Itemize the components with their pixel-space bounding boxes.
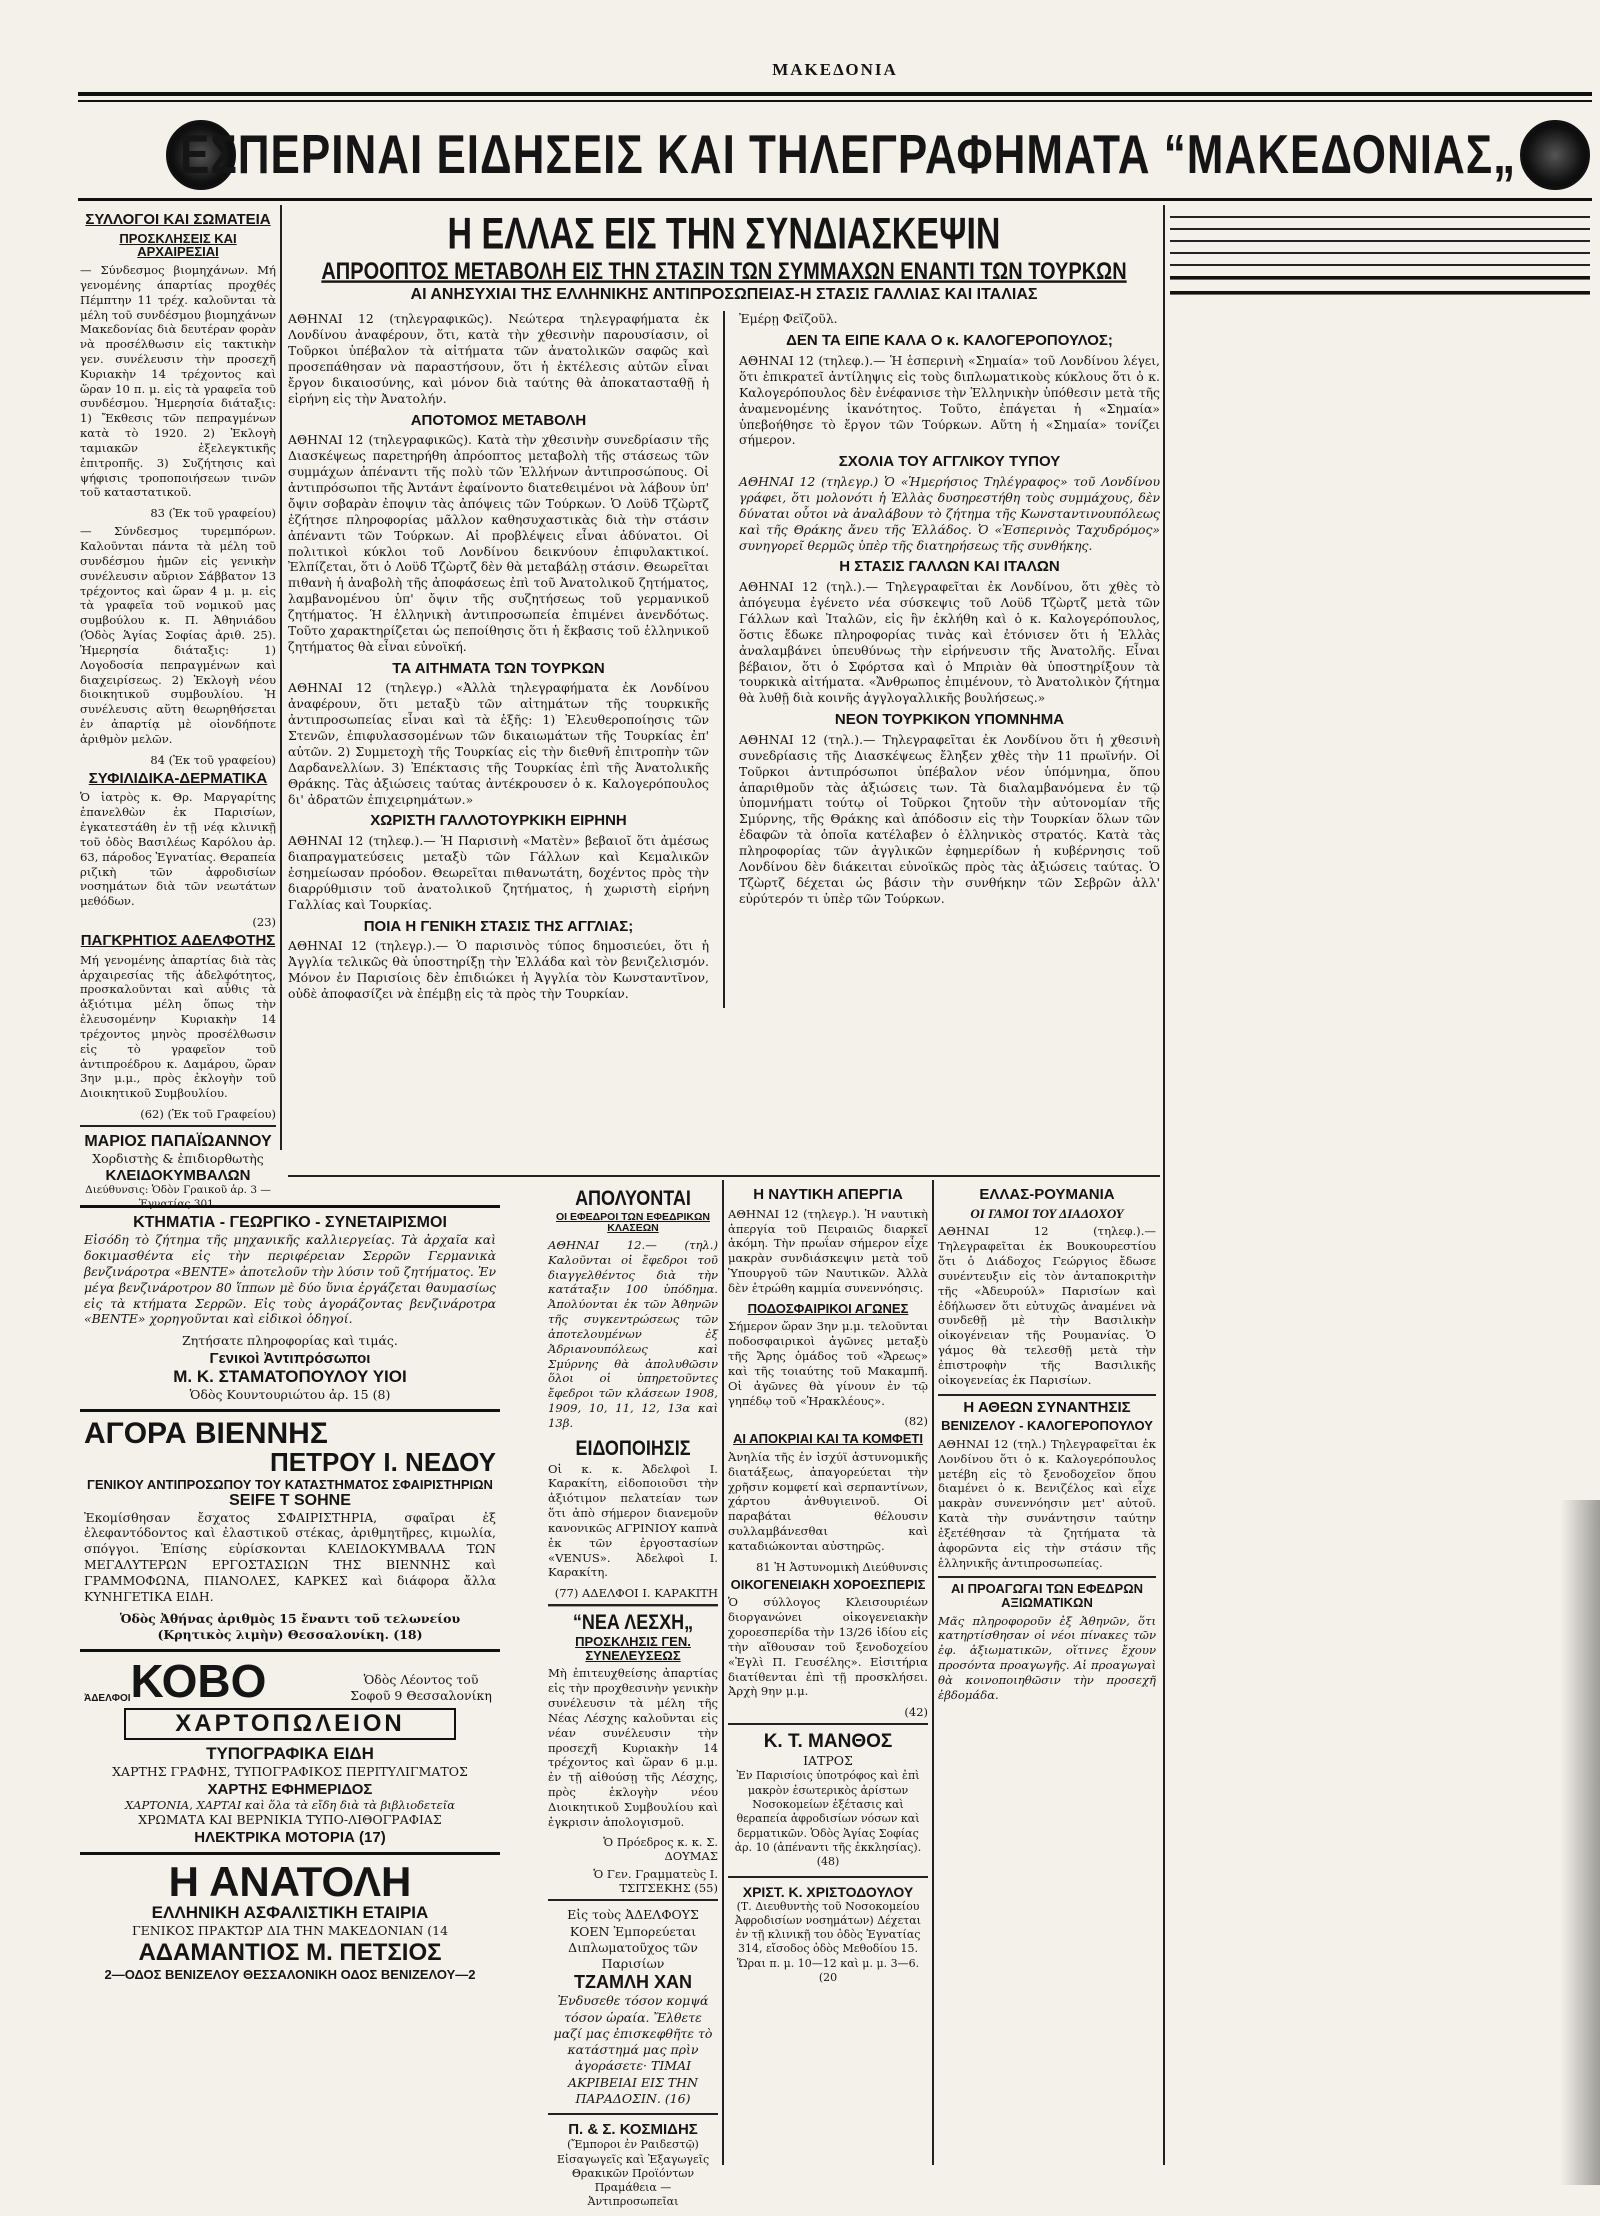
- ad-line: ΧΡΩΜΑΤΑ ΚΑΙ ΒΕΡΝΙΚΙΑ ΤΥΠΟ-ΛΙΘΟΓΡΑΦΙΑΣ: [138, 1812, 442, 1828]
- advertisement: [80, 1649, 500, 1851]
- ad-line: (Τ. Διευθυντὴς τοῦ Νοσοκομείου Ἀφροδισίων νοσημάτων) Δέχεται ἐν τῇ κλινικῇ του ὁδὸς Ἐγνατίας 314, εἴσοδος ὁδὸς Μεθοδίου 15. Ὥραι π. μ. 10—12 καὶ μ. μ. 3—6. (20: [735, 1899, 921, 1985]
- ad-line: 2—ΟΔΟΣ ΒΕΝΙΖΕΛΟΥ ΘΕΣΣΑΛΟΝΙΚΗ ΟΔΟΣ ΒΕΝΙΖΕΛΟΥ—2: [104, 1966, 476, 1982]
- section-subheading: ΠΡΟΣΚΛΗΣΕΙΣ ΚΑΙ ΑΡΧΑΙΡΕΣΙΑΙ: [119, 230, 237, 260]
- ad-line: ΙΑΤΡΟΣ: [803, 1753, 853, 1769]
- article-heading: ΧΩΡΙΣΤΗ ΓΑΛΛΟΤΟΥΡΚΙΚΗ ΕΙΡΗΝΗ: [370, 812, 627, 830]
- article-heading: Η ΑΘΕΩΝ ΣΥΝΑΝΤΗΣΙΣ: [938, 1394, 1156, 1416]
- article-heading: [1170, 228, 1590, 234]
- advertisement: [80, 1409, 500, 1650]
- article-text: Ὁ σύλλογος Κλεισουριέων διοργανώνει οἰκογενειακὴν χοροεσπερίδα τὴν 13/26 ἰδίου εἰς τὴν αἴθουσαν τοῦ ξενοδοχείου «Ἐγλὶ Π. Γευσέλης». Εἰσιτήρια διατίθενται ἐπὶ τῇ προσκλήσει. Ἀρχὴ 9ην μ.μ.: [728, 1595, 928, 1699]
- ad-line: ΗΛΕΚΤΡΙΚΑ ΜΟΤΟΡΙΑ (17): [194, 1828, 386, 1846]
- signature: Ὁ Πρόεδρος κ. κ. Σ. ΔΟΥΜΑΣ: [603, 1835, 718, 1864]
- article-text: ΑΘΗΝΑΙ 12.— (τηλ.) Καλοῦνται οἱ ἔφεδροι τοῦ διαγγελθέντος διὰ τὴν κατάταξιν 100 ὑπόδημα. Ἀπολύονται ἐκ τῶν Ἀθηνῶν τῆς συγκεντρώσεως τῶν ἀποτελουμένων ἐξ Ἀδριανουπόλεως καὶ Σμύρνης θὰ ἀπολυθῶσιν ὅλοι οἱ ὑπηρετοῦντες ἔφεδροι τῶν κλάσεων 1908, 1909, 10, 11, 12, 13α καὶ 13β.: [548, 1237, 718, 1430]
- ad-line: Ζητήσατε πληροφορίας καὶ τιμάς.: [182, 1333, 398, 1349]
- ad-line: ΓΕΝΙΚΟΣ ΠΡΑΚΤΩΡ ΔΙΑ ΤΗΝ ΜΑΚΕΔΟΝΙΑΝ (14: [131, 1922, 449, 1938]
- advertisement: [80, 1125, 276, 1218]
- article-heading: ΕΛΛΑΣ-ΡΟΥΜΑΝΙΑ: [979, 1186, 1115, 1203]
- ad-name: Η ΑΝΑΤΟΛΗ: [168, 1857, 412, 1905]
- article-text: — Σύνδεσμος βιομηχάνων. Μή γενομένης άπαρτίας προχθές Πέμπτην 11 τρέχ. καλοῦνται τὰ μέλη τοῦ συνδέσμου βιομηχάνων Μακεδονίας διὰ δευτέραν φορὰν νὰ προσέλθωσιν εἰς τακτικὴν γεν. συνέλευσιν τὴν προσεχῆ Κυριακὴν 14 τρέχοντος καὶ ὥραν 10 π. μ. εἰς τὰ γραφεῖα τοῦ συνδέσμου. Ἡμερησία διάταξις: 1) Ἔκθεσις τῶν πεπραγμένων κατὰ τὸ 1920. 2) Ἐκλογὴ ταμιακῶν ἐξελεγκτικῆς ἐπιτροπῆς. 3) Συζήτησις καὶ ψήφισις τροποποιήσεων τινῶν τοῦ καταστατικοῦ.: [80, 263, 276, 500]
- column-divider: [1163, 205, 1165, 2165]
- advertisement: [548, 2113, 718, 2215]
- ad-line: Διεύθυνσις: Ὁδὸν Γραικοῦ ἀρ. 3 — Ἐγνατίας 301.: [85, 1184, 271, 1210]
- section-divider: [288, 1175, 1160, 1177]
- signature: (77) ΑΔΕΛΦΟΙ Ι. ΚΑΡΑΚΙΤΗ: [554, 1586, 718, 1601]
- ad-line: Ὁδὸς Κουντουριώτου ἀρ. 15 (8): [189, 1386, 391, 1402]
- ad-name: ΠΕΤΡΟΥ Ι. ΝΕΔΟΥ: [269, 1447, 496, 1478]
- signature: (23): [252, 915, 276, 930]
- banner-title: ΕΣΠΕΡΙΝΑΙ ΕΙΔΗΣΕΙΣ ΚΑΙ ΤΗΛΕΓΡΑΦΗΜΑΤΑ “ΜΑΚΕΔΟΝΙΑΣ„: [180, 124, 1517, 186]
- article-text: ΑΘΗΝΑΙ 12 (τηλ.) Τηλεγραφεῖται ἐκ Λονδίνου ὅτι ὁ κ. Καλογερόπουλος μετέβη εἰς τὸ ξενοδοχεῖον ὅπου διαμένει ὁ κ. Βενιζέλος καὶ εἶχε μακρὰν συνεννόησιν μετ' αὐτοῦ. Κατὰ τὴν συνάντησιν ταύτην ἐξετέθησαν τὰ ζητήματα τὰ ἀφορῶντα εἰς τὴν στάσιν τῆς ἑλληνικῆς ἀντιπροσωπείας.: [938, 1436, 1156, 1570]
- signature: 84 (Ἐκ τοῦ γραφείου): [150, 752, 276, 767]
- column-divider: [932, 1180, 934, 2165]
- ad-title: ΑΓΟΡΑ ΒΙΕΝΝΗΣ: [84, 1416, 328, 1450]
- article-subheading: ΟΙ ΕΦΕΔΡΟΙ ΤΩΝ ΕΦΕΔΡΙΚΩΝ ΚΛΑΣΕΩΝ: [556, 1210, 710, 1234]
- banner: [80, 112, 1590, 192]
- ad-line: ΕΛΛΗΝΙΚΗ ΑΣΦΑΛΙΣΤΙΚΗ ΕΤΑΙΡΙΑ: [151, 1902, 429, 1922]
- ad-name: ΜΑΡΙΟΣ ΠΑΠΑΪΩΑΝΝΟΥ: [84, 1133, 272, 1151]
- advertisement: [80, 1205, 500, 1409]
- article-heading: ΑΙ ΠΡΟΑΓΩΓΑΙ ΤΩΝ ΕΦΕΔΡΩΝ ΑΞΙΩΜΑΤΙΚΩΝ: [938, 1576, 1156, 1609]
- article-heading: ΤΑ ΑΙΤΗΜΑΤΑ ΤΩΝ ΤΟΥΡΚΩΝ: [392, 659, 605, 677]
- article-text: Ὁ ἰατρὸς κ. Θρ. Μαργαρίτης ἐπανελθὼν ἐκ Παρισίων, ἐγκατεστάθη ἐν τῇ νέᾳ κλινικῇ τοῦ ὁδὸς Βασιλέως Καρόλου ἀρ. 63, πάροδος Ἐγνατίας. Θεραπεία ριζικὴ τῶν ἀφροδισίων νοσημάτων διὰ τῶν νεωτάτων μεθόδων.: [80, 790, 277, 909]
- article-text: Μή γενομένης ἀπαρτίας διὰ τὰς ἀρχαιρεσίας τῆς ἀδελφότητος, προσκαλοῦνται καὶ αὖθις τὰ ἀξιότιμα μέλη ὅπως τὴν ἐλευσομένην Κυριακὴν 14 τρέχοντος μηνὸς προσέλθωσιν εἰς τὸ γραφεῖον τοῦ ἀντιπροέδρου κ. Δαμάρου, ὥραν 3ην μ.μ., πρὸς ἐκλογὴν τοῦ Διοικητικοῦ Συμβουλίου.: [80, 952, 276, 1101]
- signature: (42): [904, 1705, 928, 1720]
- article-heading: [1170, 264, 1590, 270]
- article-text: ΑΘΗΝΑΙ 12 (τηλεφ.).— Ἡ Παρισινὴ «Ματὲν» βεβαιοῖ ὅτι ἀμέσως διαπραγματεύσεις μεταξὺ τῶν Γάλλων καὶ Κεμαλικῶν ἐσημείωσαν πρόοδον. Θεωρεῖται πιθανωτάτη, δοχέντος πρὸς τὴν διαρρύθμισιν τοῦ ἀνατολικοῦ ζητήματος, ἡ χωριστὴ εἰρήνη Γαλλίας καὶ Τουρκίας.: [288, 833, 709, 912]
- seal-right-icon: [1520, 120, 1590, 190]
- column-4: [728, 1185, 928, 2165]
- article-subheading: ΟΙ ΓΑΜΟΙ ΤΟΥ ΔΙΑΔΟΧΟΥ: [970, 1205, 1124, 1221]
- article-text: Σήμερον ὥραν 3ην μ.μ. τελοῦνται ποδοσφαιρικοὶ ἀγῶνες μεταξὺ τῆς Ἄρης ὁμάδος τοῦ «Ἄρεως» καὶ τῆς τοιαύτης τοῦ Μακαμπῆ. Οἱ ἀγῶνες θὰ γίνουν ἐν τῷ γηπέδῳ τοῦ «Ἡρακλέους».: [728, 1319, 928, 1408]
- article-text: Οἱ κ. κ. Ἀδελφοὶ Ι. Καρακίτη, εἰδοποιοῦσι τὴν ἀξιότιμον πελατείαν των ὅτι ἀπὸ σήμερον διανεμοῦν κανονικῶς ΑΓΡΙΝΙΟΥ καπνὰ ἐκ τῶν ἐργοστασίων «VENUS». Ἀδελφοὶ Ι. Καρακίτη.: [548, 1461, 718, 1580]
- advertisement: [728, 1723, 928, 1875]
- signature: (82): [904, 1414, 928, 1429]
- main-subheadline: ΑΠΡΟΟΠΤΟΣ ΜΕΤΑΒΟΛΗ ΕΙΣ ΤΗΝ ΣΤΑΣΙΝ ΤΩΝ ΣΥΜΜΑΧΩΝ ΕΝΑΝΤΙ ΤΩΝ ΤΟΥΡΚΩΝ: [321, 258, 1127, 285]
- article-text: Μὴ ἐπιτευχθείσης ἀπαρτίας εἰς τὴν προχθεσινὴν γενικὴν συνέλευσιν τὰ μέλη τῆς Νέας Λέσχης καλοῦνται εἰς νέαν συνέλευσιν τὴν προσεχῆ Κυριακὴν 14 τρέχοντος καὶ ὥραν 6 μ.μ. ἐν τῇ αἰθούσῃ τῆς Λέσχης, πρὸς ἐκλογὴν νέου Διοικητικοῦ Συμβουλίου καὶ ἐγκρισιν ἀπολογισμοῦ.: [548, 1666, 718, 1829]
- article-text: ΑΘΗΝΑΙ 12 (τηλεφ.).— Ἡ ἑσπερινὴ «Σημαία» τοῦ Λονδίνου λέγει, ὅτι ἐπικρατεῖ ἀντίληψις εἰς τοὺς διπλωματικοὺς κύκλους ὅτι ὁ κ. Καλογερόπουλος δὲν ἐνέφανισε τὴν Ἑλληνικὴν ὑπόθεσιν μετὰ τῆς ἀναμενομένης ἱκανότητος. Τοῦτο, ἐπάγεται ἡ «Σημαία» ὑπεβοήθησε τὸ ἔργον τῶν Τούρκων. Αὕτη ἡ «Σημαία» τονίζει σήμερον.: [739, 353, 1160, 448]
- ad-line: Χορδιστὴς & ἐπιδιορθωτὴς: [92, 1151, 264, 1167]
- article-text: ΑΘΗΝΑΙ 12 (τηλ.).— Τηλεγραφεῖται ἐκ Λονδίνου, ὅτι χθὲς τὸ ἀπόγευμα ἐγένετο νέα σύσκεψις τοῦ Λοϋδ Τζὼρτζ μετὰ τῶν Γάλλων καὶ Ἰταλῶν, εἰς ἣν ἐκλήθη καὶ ὁ κ. Καλογερόπουλος, ὅστις ἔδωκε πληροφορίας τινὰς καὶ ἐτόνισεν ὅτι ἡ Ἑλλὰς ἀναλαμβάνει ὑπευθύνως τὴν εἰρήνευσιν τῆς Ἀνατολῆς. Εἶναι βέβαιον, ὅτι ὁ Σφόρτσα καὶ ὁ Μπριὰν θὰ ὑποστηρίξουν τὰ τουρκικὰ αἰτήματα. «Ἄνθρωπος ἐπιμένουν, τὸ Ἀνατολικὸν ζήτημα θὰ λυθῇ διὰ κοινῆς ἀγγλογαλλικῆς βουλήσεως.»: [739, 579, 1160, 706]
- ad-address: Ὁδὸς Λέοντος τοῦ Σοφοῦ 9 Θεσσαλονίκη: [350, 1671, 492, 1704]
- article-text: ΑΘΗΝΑΙ 12 (τηλεγρ.). Ἡ ναυτικὴ ἀπεργία τοῦ Πειραιῶς διαρκεῖ ἀκόμη. Τὴν πρωΐαν σήμερον εἶχε μακρὰν συνδιάσκεψιν μετὰ τοῦ Ὑπουργοῦ τῶν Ναυτικῶν. Ἀλλὰ δὲν ἐτρώθη καμμία συνεννόησις.: [728, 1206, 928, 1295]
- advertisement: [728, 1876, 928, 1992]
- ad-name: Κ. Τ. ΜΑΝΘΟΣ: [763, 1731, 893, 1753]
- column-5: [938, 1185, 1156, 2165]
- banner-rule: [78, 198, 1592, 201]
- ad-line: Γενικοὶ Ἀντιπρόσωποι: [209, 1349, 371, 1367]
- column-divider: [722, 1180, 724, 2165]
- article-heading: [1170, 216, 1590, 222]
- article-heading: Η ΣΤΑΣΙΣ ΓΑΛΛΩΝ ΚΑΙ ΙΤΑΛΩΝ: [839, 558, 1060, 576]
- article-text: ΑΘΗΝΑΙ 12 (τηλ.).— Τηλεγραφεῖται ἐκ Λονδίνου ὅτι ἡ χθεσινὴ συνεδρίασις τῆς Διασκέψεως ἔληξεν χθὲς τὴν 11 πρωϊνήν. Οἱ Τοῦρκοι ἀντιπρόσωποι ὑπέβαλον νέον ὑπόμνημα, ὅπου ἀπαριθμοῦν τὰς ἀξιώσεις των. Τὰ διαλαμβανόμενα ἐν τῷ ὑπομνήματι τούτῳ οἱ Τοῦρκοι ζητοῦν τὴν αὐτονομίαν τῆς Σμύρνης, τῆς Θράκης καὶ ἀπόδοσιν εἰς τὴν Τουρκίαν ὅλων τῶν ἐδαφῶν τὰ ὁποῖα κατέλαβεν ὁ ἑλληνικὸς στρατός. Κατὰ τὰς πληροφορίας τῶν ἀγγλικῶν ἐφημερίδων ἡ κυβέρνησις τοῦ Λονδίνου δὲν διάκειται εὐνοϊκῶς πρὸς τὰς ἀξιώσεις ταύτας. Ὁ Τζὼρτζ δέχεται ὡς βάσιν τὴν συνθήκην τῶν Σεβρῶν ἀλλ' εὐρύτερόν τι ὑπὲρ τῶν Τούρκων.: [739, 731, 1160, 906]
- main-story-col-b: [739, 311, 1160, 1007]
- ad-name: ΤΖΑΜΛΗ ΧΑΝ: [574, 1972, 692, 1993]
- article-text: Μᾶς πληροφοροῦν ἐξ Ἀθηνῶν, ὅτι κατηρτίσθησαν οἱ νέοι πίνακες τῶν ἐφ. ἀξιωματικῶν, οἵτινες ἔχουν προσόντα προαγωγῆς. Αἱ προαγωγαὶ θὰ κοινοποιηθῶσιν τὴν προσεχῆ ἑβδομάδα.: [938, 1613, 1156, 1702]
- article-heading: [1170, 252, 1590, 258]
- article-text: Ἀνηλία τῆς ἐν ἰσχύϊ ἀστυνομικῆς διατάξεως, ἀπαγορεύεται τὴν χρῆσιν κομφετί καὶ σερπαντίνων, χάρτου ἀνθυγιεινοῦ. Οἱ παραβάται θέλουσιν συλλαμβάνεσθαι καὶ καταδιώκονται αὐστηρῶς.: [728, 1449, 928, 1553]
- ad-name: ΧΡΙΣΤ. Κ. ΧΡΙΣΤΟΔΟΥΛΟΥ: [742, 1883, 914, 1900]
- article-heading: ΝΕΟΝ ΤΟΥΡΚΙΚΟΝ ΥΠΟΜΝΗΜΑ: [834, 711, 1065, 729]
- signature: Ὁ Γεν. Γραμματεὺς Ι. ΤΣΙΤΣΕΚΗΣ (55): [593, 1867, 718, 1896]
- article-heading: [1170, 240, 1590, 246]
- ad-line: SEIFE T SOHNE: [229, 1491, 351, 1509]
- ad-line: Μ. Κ. ΣΤΑΜΑΤΟΠΟΥΛΟΥ ΥΙΟΙ: [173, 1366, 407, 1386]
- page-edge-shadow: [1560, 1500, 1600, 2185]
- signature: 83 (Ἐκ τοῦ γραφείου): [150, 506, 276, 521]
- left-ads: [80, 1205, 500, 2175]
- article-text: ΑΘΗΝΑΙ 12 (τηλεγραφικῶς). Κατὰ τὴν χθεσινὴν συνεδρίασιν τῆς Διασκέψεως παρετηρήθη ἀπρόοπτος μεταβολὴ τῆς στάσεως τῶν συμμάχων ἀπέναντι τῆς πολὺ τῶν Ἑλλήνων ἀντιπροσώπους. Οἱ ἀντιπρόσωποι τῆς Ἀντάντ ἐφαίνοντο διατεθειμένοι νὰ λάβουν ὑπ' ὄψιν σοβαρὰν ἐποψιν τὰς ἀπόψεις τῶν Τούρκων. Ὁ Λοϋδ Τζὼρτζ ἐζήτησε πληροφορίας μᾶλλον καθησυχαστικὰς διὰ τὴν στάσιν ἀπέναντι τῶν Τούρκων. Αἱ προβλέψεις εἶναι ἀδύνατοι. Οἱ πολιτικοὶ κύκλοι τοῦ Λονδίνου δεικνύουν ἐπιφυλακτικοί. Ἐλπίζεται, ὅτι ὁ Λοϋδ Τζὼρτζ δὲν θὰ μεταβάλῃ στάσιν. Θεωρεῖται πιθανὴ ἡ ἀναβολὴ τῆς ἀποφάσεως ἐπὶ τοῦ Ἀνατολικοῦ ζητήματος, λαμβανομένου ὑπ' ὄψιν τῆς συζητήσεως τοῦ γερμανικοῦ ζητήματος. Ἡ ἑλληνικὴ ἀντιπροσωπεία ἐπιμένει ἀνενδότως. Τοῦτο χαρακτηρίζεται ὡς πεποίθησις ὅτι ἡ ἔκβασις τοῦ ἑλληνικοῦ ζητήματος θὰ εἶναι εὐνοϊκή.: [288, 432, 709, 654]
- section-heading: ΠΑΓΚΡΗΤΙΟΣ ΑΔΕΛΦΟΤΗΣ: [80, 932, 276, 950]
- ad-line: ΧΑΡΤΗΣ ΕΦΗΜΕΡΙΔΟΣ: [207, 1780, 373, 1798]
- section-heading: ΣΥΛΛΟΓΟΙ ΚΑΙ ΣΩΜΑΤΕΙΑ: [85, 211, 271, 228]
- article-heading: ΔΕΝ ΤΑ ΕΙΠΕ ΚΑΛΑ Ο κ. ΚΑΛΟΓΕΡΟΠΟΥΛΟΣ;: [786, 332, 1113, 350]
- column-divider: [280, 205, 282, 1150]
- column-3: [548, 1185, 718, 2209]
- article-heading: ΠΟΔΟΣΦΑΙΡΙΚΟΙ ΑΓΩΝΕΣ: [747, 1300, 909, 1316]
- serial-banner: [288, 1182, 538, 1222]
- serial-title: [1170, 291, 1590, 302]
- article-subheading: ΠΡΟΣΚΛΗΣΙΣ ΓΕΝ. ΣΥΝΕΛΕΥΣΕΩΣ: [575, 1634, 691, 1663]
- article-heading: ΣΧΟΛΙΑ ΤΟΥ ΑΓΓΛΙΚΟΥ ΤΥΠΟΥ: [838, 453, 1061, 471]
- ad-line: Ἐνδυσεθε τόσον κομψά τόσον ὡραία. Ἔλθετε μαζί μας ἐπισκεφθῆτε τὸ κατάστημά μας πρὶν ἀγοράσετε· ΤΙΜΑΙ ΑΚΡΙΒΕΙΑΙ ΕΙΣ ΤΗΝ ΠΑΡΑΔΟΣΙΝ. (16): [553, 1993, 713, 2106]
- article-heading: “ΝΕΑ ΛΕΣΧΗ„: [548, 1604, 718, 1634]
- article-text: Ἐμέρῃ Φεϊζοῦλ.: [739, 311, 838, 327]
- column-divider: [723, 311, 725, 1007]
- ad-line: Ὁδὸς Ἀθήνας ἀριθμὸς 15 ἔναντι τοῦ τελωνείου (Κρητικὸς λιμὴν) Θεσσαλονίκη. (18): [119, 1610, 461, 1643]
- article-heading: ΑΠΟΤΟΜΟΣ ΜΕΤΑΒΟΛΗ: [410, 411, 587, 429]
- article-heading: ΑΠΟΛΥΟΝΤΑΙ: [575, 1185, 691, 1210]
- article-heading: ΠΟΙΑ Η ΓΕΝΙΚΗ ΣΤΑΣΙΣ ΤΗΣ ΑΓΓΛΙΑΣ;: [363, 917, 634, 935]
- masthead-rule: [78, 92, 1592, 96]
- ad-line: ΧΑΡΤΟΝΙΑ, ΧΑΡΤΑΙ καὶ ὅλα τὰ εἴδη διὰ τὰ βιβλιοδετεῖα: [124, 1797, 456, 1812]
- ad-title: ΚΤΗΜΑΤΙΑ - ΓΕΩΡΓΙΚΟ - ΣΥΝΕΤΑΙΡΙΣΜΟΙ: [133, 1214, 447, 1231]
- article-text: ΑΘΗΝΑΙ 12 (τηλεγρ.) «Ἀλλὰ τηλεγραφήματα ἐκ Λονδίνου ἀναφέρουν, ὅτι μεταξὺ τῶν αἰτημάτων τῆς τουρκικῆς ἀντιπροσωπείας εἶναι καὶ τὰ ἑξῆς: 1) Ἐλευθεροποίησις τῶν Στενῶν, ἐπιφυλασσομένων τῶν δικαιωμάτων τῆς Τουρκίας ἐπ' αὐτῶν. 2) Συμμετοχὴ τῆς Τουρκίας εἰς τὴν διεθνῆ ἐπιτροπὴν τῶν Δαρδανελλίων. 3) Ἐπέκτασις τῆς Τουρκίας ἐπὶ τῆς Ἀνατολικῆς Θράκης. Τὰς ἀξιώσεις ταύτας ἀντέκρουσεν ὁ κ. Καλογερόπουλος δι' ἀδρατῶν ἐπιχειρημάτων.»: [288, 680, 709, 807]
- ad-line: Εἰς τοὺς ἈΔΕΛΦΟΥΣ ΚΟΕΝ Ἐμπορεύεται Διπλωματοῦχος τῶν Παρισίων: [567, 1907, 699, 1972]
- ad-line: ΓΕΝΙΚΟΥ ΑΝΤΙΠΡΟΣΩΠΟΥ ΤΟΥ ΚΑΤΑΣΤΗΜΑΤΟΣ ΣΦΑΙΡΙΣΤΗΡΙΩΝ: [87, 1476, 493, 1492]
- advertisement: [548, 1899, 718, 2113]
- article-text: ΑΘΗΝΑΙ 12 (τηλεφ.).— Τηλεγραφεῖται ἐκ Βουκουρεστίου ὅτι ὁ Διάδοχος Γεώργιος ἔδωσε συνέντευξιν εἰς τὸν ἀνταποκριτὴν τῆς «Ἀδευρούλ» Παρισίων καὶ ἐδήλωσεν ὅτι εὐτυχῶς ἀναμένει νὰ συνδεθῇ μὲ τὴν Βασιλικὴν οἰκογένειαν τῆς Ρουμανίας. Ὁ γάμος θὰ τελεσθῇ μετὰ τὴν ἐπιστροφὴν τῆς Βασιλικῆς οἰκογενείας ἐκ Παρισίων.: [938, 1224, 1156, 1387]
- main-story-col-a: [288, 311, 709, 1007]
- main-headline: Η ΕΛΛΑΣ ΕΙΣ ΤΗΝ ΣΥΝΔΙΑΣΚΕΨΙΝ: [447, 209, 1001, 259]
- right-column: [1170, 210, 1590, 2165]
- article-headline: [1170, 276, 1590, 287]
- article-text: ΑΘΗΝΑΙ 12 (τηλεγρ.) Ὁ «Ἡμερήσιος Τηλέγραφος» τοῦ Λονδίνου γράφει, ὅτι μολονότι ἡ Ἑλλὰς δυσηρεστήθη τοὺς συμμάχους, δὲν δύναται οὗτοι νὰ ἀναλάβουν τὸ ζήτημα τῆς Κωνσταντινουπόλεως καὶ τῆς Θράκης ἄνευ τῆς Ἑλλάδος. Ὁ «Ἐσπερινὸς Ταχυδρόμος» συνηγορεῖ θερμῶς ὑπὲρ τῆς διατηρήσεως τῆς συνθήκης.: [739, 474, 1160, 553]
- masthead-rule-thin: [78, 100, 1592, 102]
- article-subheading: ΒΕΝΙΖΕΛΟΥ - ΚΑΛΟΓΕΡΟΠΟΥΛΟΥ: [941, 1418, 1153, 1434]
- ad-line: Ἐν Παρισίοις ὑποτρόφος καὶ ἐπὶ μακρὸν ἐσωτερικὸς ἀρίστων Νοσοκομείων ἐξέτασις καὶ θεραπεία ἀφροδισίων νόσων καὶ δερματικῶν. Ὁδὸς Ἁγίας Σοφίας ἀρ. 10 (ἀπέναντι τῆς ἐκκλησίας). (48): [734, 1769, 922, 1869]
- main-story: [288, 210, 1160, 1170]
- ad-line: ΤΥΠΟΓΡΑΦΙΚΑ ΕΙΔΗ: [206, 1744, 374, 1764]
- ad-line: ΧΑΡΤΟΠΩΛΕΙΟΝ: [124, 1708, 456, 1740]
- section-heading: ΣΥΦΙΛΙΔΙΚΑ-ΔΕΡΜΑΤΙΚΑ: [88, 769, 268, 787]
- signature: (62) (Ἐκ τοῦ Γραφείου): [140, 1107, 276, 1122]
- article-heading: Η ΝΑΥΤΙΚΗ ΑΠΕΡΓΙΑ: [753, 1186, 903, 1203]
- article-heading: ΕΙΔΟΠΟΙΗΣΙΣ: [575, 1435, 691, 1460]
- ad-name: Π. & Σ. ΚΟΣΜΙΔΗΣ: [568, 2121, 698, 2139]
- advertisement: [80, 1852, 500, 1988]
- article-text: ΑΘΗΝΑΙ 12 (τηλεγρ.).— Ὁ παρισινὸς τύπος δημοσιεύει, ὅτι ἡ Ἀγγλία τελικῶς θὰ ὑποστηρίξῃ τὴν Ἑλλάδα καὶ τὸν βενιζελισμόν. Μόνον ἐν Παρισίοις δὲν ἐπιδιώκει ἡ Ἀγγλία τὸν Κωνσταντῖνον, οὐδὲ ἀποφασίζει νὰ ἐπέμβῃ εἰς τὰ πρὸς τὴν Τουρκίαν.: [288, 938, 709, 1001]
- article-heading: ΟΙΚΟΓΕΝΕΙΑΚΗ ΧΟΡΟΕΣΠΕΡΙΣ: [730, 1576, 926, 1592]
- article-text: — Σύνδεσμος τυρεμπόρων. Καλοῦνται πάντα τὰ μέλη τοῦ συνδέσμου ἡμῶν εἰς γενικὴν συνέλευσιν αὔριον Σάββατον 13 τρέχοντος καὶ ὥραν 4 μ. μ. εἰς τὰ γραφεῖα τοῦ νομικοῦ μας συμβούλου κ. Π. Ἀθηνιάδου (Ὁδὸς Ἁγίας Σοφίας ἀριθ. 25). Ἡμερησία διάταξις: 1) Λογοδοσία πεπραγμένων καὶ διαχειρίσεως. 2) Ἐκλογὴ νέου διοικητικοῦ συμβουλίου. Ἡ συνέλευσις αὕτη θεωρηθήσεται ἐν ἀπαρτίᾳ μὲ οἱονδήποτε ἀριθμὸν μελῶν.: [80, 524, 276, 746]
- article-text: ΑΘΗΝΑΙ 12 (τηλεγραφικῶς). Νεώτερα τηλεγραφήματα ἐκ Λονδίνου ἀναφέρουν, ὅτι, κατὰ τὴν χθεσινὴν παρουσίασιν, οἱ Τοῦρκοι ὑπέβαλον τὰ αἰτήματα τῶν ἀνατολικῶν σαφῶς καὶ προσεπάθησαν νὰ παραστήσουν, ὅτι ἡ ἐκτέλεσις αὐτῶν εἶναι ἔργον δικαιοσύνης, καὶ μόνον διὰ ταύτης θὰ ἀποκατασταθῇ ἡ εἰρήνη εἰς τὴν Ἀνατολήν.: [288, 311, 709, 406]
- ad-line: ΧΑΡΤΗΣ ΓΡΑΦΗΣ, ΤΥΠΟΓΡΑΦΙΚΟΣ ΠΕΡΙΤΥΛΙΓΜΑΤΟΣ: [112, 1764, 468, 1780]
- ad-line: ΚΛΕΙΔΟΚΥΜΒΑΛΩΝ: [105, 1167, 251, 1185]
- ad-line: ΑΔΑΜΑΝΤΙΟΣ Μ. ΠΕΤΣΙΟΣ: [138, 1938, 442, 1966]
- ad-line: (Ἔμποροι ἐν Ραιδεστῷ) Εἰσαγωγεῖς καὶ Ἐξαγωγεῖς Θρακικῶν Προϊόντων Πραμάθεια — Ἀντιπροσωπεῖαι: [556, 2138, 710, 2209]
- ad-small-label: ἈΔΕΛΦΟΙ: [84, 1693, 131, 1705]
- ad-text: Ἐκομίσθησαν ἔσχατος ΣΦΑΙΡΙΣΤΗΡΙΑ, σφαῖραι ἐξ ἐλεφαντόδοντος καὶ ἐλαστικοῦ στέκας, ἀριθμητῆρες, κιμωλία, σπόγγοι. Ἐπίσης εὑρίσκονται ΚΛΕΙΔΟΚΥΜΒΑΛΑ ΤΩΝ ΜΕΓΑΛΥΤΕΡΩΝ ΕΡΓΟΣΤΑΣΙΩΝ ΤΗΣ ΒΙΕΝΝΗΣ καὶ ΓΡΑΜΜΟΦΩΝΑ, ΠΙΑΝΟΛΕΣ, ΚΑΡΚΕΣ καὶ διάφορα ἄλλα ΚΥΝΗΓΕΤΙΚΑ ΕΙΔΗ.: [84, 1509, 496, 1604]
- masthead: ΜΑΚΕΔΟΝΙΑ: [772, 60, 898, 79]
- signature: 81 Ἡ Ἀστυνομικὴ Διεύθυνσις: [756, 1559, 928, 1574]
- article-heading: ΑΙ ΑΠΟΚΡΙΑΙ ΚΑΙ ΤΑ ΚΟΜΦΕΤΙ: [733, 1431, 923, 1447]
- ad-name: ΚΟΒΟ: [130, 1655, 267, 1708]
- ad-text: Εἰσόδη τὸ ζήτημα τῆς μηχανικῆς καλλιεργείας. Τὰ ἀρχαῖα καὶ δοκιμασθέντα εἰς τὴν περιφέρειαν Σερρῶν Γερμανικὰ βενζινάροτρα «ΒΕΝΤΕ» ἀποτελοῦν τὴν λύσιν τοῦ ζητήματος. Ἐν μέγα βενζινάροτρον 80 ἵππων μὲ δύο ὕνια ἐργάζεται θαυμασίως εἰς τὰ κτήματα Σερρῶν. Εἰς τοὺς ἀγοράζοντας βενζινάροτρα «ΒΕΝΤΕ» χορηγοῦνται καὶ εἰδικοὶ ὁδηγοί.: [84, 1232, 496, 1327]
- main-subheadline: ΑΙ ΑΝΗΣΥΧΙΑΙ ΤΗΣ ΕΛΛΗΝΙΚΗΣ ΑΝΤΙΠΡΟΣΩΠΕΙΑΣ-Η ΣΤΑΣΙΣ ΓΑΛΛΙΑΣ ΚΑΙ ΙΤΑΛΙΑΣ: [410, 285, 1038, 303]
